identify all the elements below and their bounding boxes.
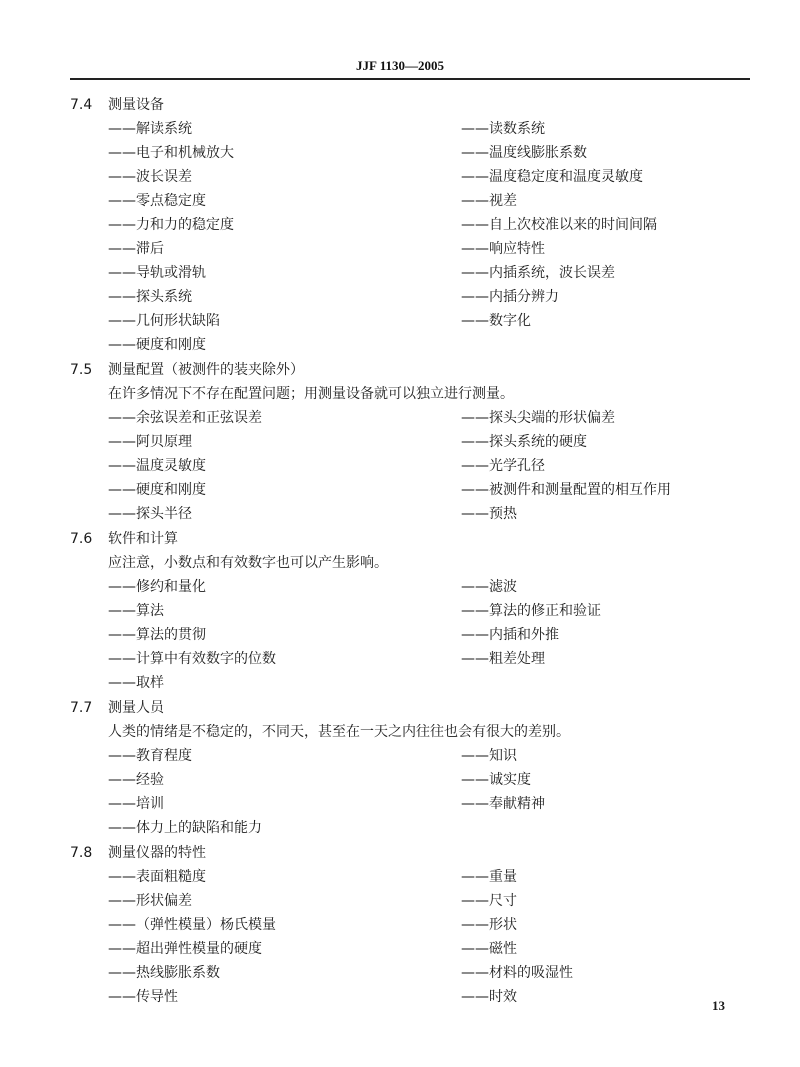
section-heading bbox=[70, 358, 760, 382]
list-item: ——导轨或滑轨 bbox=[108, 265, 206, 281]
list-item: ——响应特性 bbox=[461, 241, 545, 257]
list-item: ——形状偏差 bbox=[108, 893, 192, 909]
list-item: ——硬度和刚度 bbox=[108, 337, 206, 353]
list-item: ——表面粗糙度 bbox=[108, 869, 206, 885]
list-item: ——温度灵敏度 bbox=[108, 458, 206, 474]
section-intro: 在许多情况下不存在配置问题；用测量设备就可以独立进行测量。 bbox=[108, 386, 514, 402]
list-item: ——探头半径 bbox=[108, 506, 192, 522]
list-item: ——数字化 bbox=[461, 313, 531, 329]
section-title: 测量配置（被测件的装夹除外） bbox=[108, 362, 304, 378]
list-item: ——算法的修正和验证 bbox=[461, 603, 601, 619]
section-number: 7.5 bbox=[70, 362, 93, 378]
list-item: ——硬度和刚度 bbox=[108, 482, 206, 498]
list-item: ——体力上的缺陷和能力 bbox=[108, 820, 262, 836]
list-item: ——粗差处理 bbox=[461, 651, 545, 667]
list-item: ——重量 bbox=[461, 869, 517, 885]
page-number: 13 bbox=[712, 998, 725, 1013]
list-item: ——预热 bbox=[461, 506, 517, 522]
list-item: ——算法 bbox=[108, 603, 164, 619]
list-item: ——热线膨胀系数 bbox=[108, 965, 220, 981]
list-item: ——探头系统 bbox=[108, 289, 192, 305]
list-item: ——读数系统 bbox=[461, 121, 545, 137]
list-item: ——磁性 bbox=[461, 941, 517, 957]
running-header: JJF 1130—2005 bbox=[356, 58, 444, 73]
section-title: 测量设备 bbox=[108, 97, 164, 113]
list-item: ——取样 bbox=[108, 675, 164, 691]
list-item: ——时效 bbox=[461, 989, 517, 1005]
list-item: ——传导性 bbox=[108, 989, 178, 1005]
list-item: ——算法的贯彻 bbox=[108, 627, 206, 643]
list-item: ——内插和外推 bbox=[461, 627, 559, 643]
item-list bbox=[70, 865, 760, 1009]
list-item: ——内插分辨力 bbox=[461, 289, 559, 305]
list-item: ——解读系统 bbox=[108, 121, 192, 137]
list-item: ——余弦误差和正弦误差 bbox=[108, 410, 262, 426]
section-title: 软件和计算 bbox=[108, 531, 178, 547]
list-item bbox=[461, 333, 781, 357]
list-item: ——修约和量化 bbox=[108, 579, 206, 595]
section-intro: 应注意，小数点和有效数字也可以产生影响。 bbox=[108, 555, 388, 571]
list-item: ——奉献精神 bbox=[461, 796, 545, 812]
list-item: ——超出弹性模量的硬度 bbox=[108, 941, 262, 957]
list-item bbox=[461, 816, 781, 840]
list-item: ——（弹性模量）杨氏模量 bbox=[108, 917, 276, 933]
item-list bbox=[70, 117, 760, 357]
list-item: ——力和力的稳定度 bbox=[108, 217, 234, 233]
list-item: ——滞后 bbox=[108, 241, 164, 257]
list-item: ——探头尖端的形状偏差 bbox=[461, 410, 615, 426]
item-list bbox=[70, 406, 760, 526]
list-item bbox=[461, 671, 781, 695]
header-rule bbox=[70, 78, 750, 80]
list-item: ——知识 bbox=[461, 748, 517, 764]
section-number: 7.7 bbox=[70, 700, 93, 716]
list-item: ——计算中有效数字的位数 bbox=[108, 651, 276, 667]
list-item: ——尺寸 bbox=[461, 893, 517, 909]
list-item: ——形状 bbox=[461, 917, 517, 933]
section-number: 7.8 bbox=[70, 845, 93, 861]
list-item: ——零点稳定度 bbox=[108, 193, 206, 209]
list-item: ——教育程度 bbox=[108, 748, 192, 764]
section-title: 测量仪器的特性 bbox=[108, 845, 206, 861]
section-heading bbox=[70, 696, 760, 720]
list-item: ——被测件和测量配置的相互作用 bbox=[461, 482, 671, 498]
list-item: ——阿贝原理 bbox=[108, 434, 192, 450]
section-heading bbox=[70, 527, 760, 551]
list-item: ——经验 bbox=[108, 772, 164, 788]
section-number: 7.6 bbox=[70, 531, 93, 547]
list-item: ——温度稳定度和温度灵敏度 bbox=[461, 169, 643, 185]
page-body bbox=[70, 92, 760, 1009]
list-item: ——光学孔径 bbox=[461, 458, 545, 474]
item-list bbox=[70, 575, 760, 695]
list-item: ——自上次校准以来的时间间隔 bbox=[461, 217, 657, 233]
list-item: ——波长误差 bbox=[108, 169, 192, 185]
list-item: ——探头系统的硬度 bbox=[461, 434, 587, 450]
section-heading bbox=[70, 841, 760, 865]
list-item: ——材料的吸湿性 bbox=[461, 965, 573, 981]
list-item: ——内插系统，波长误差 bbox=[461, 265, 615, 281]
section-heading bbox=[70, 93, 760, 117]
list-item: ——几何形状缺陷 bbox=[108, 313, 220, 329]
section-title: 测量人员 bbox=[108, 700, 164, 716]
list-item: ——电子和机械放大 bbox=[108, 145, 234, 161]
list-item: ——培训 bbox=[108, 796, 164, 812]
list-item: ——温度线膨胀系数 bbox=[461, 145, 587, 161]
section-intro: 人类的情绪是不稳定的，不同天，甚至在一天之内往往也会有很大的差别。 bbox=[108, 724, 570, 740]
list-item: ——滤波 bbox=[461, 579, 517, 595]
item-list bbox=[70, 744, 760, 840]
list-item: ——诚实度 bbox=[461, 772, 531, 788]
section-number: 7.4 bbox=[70, 97, 93, 113]
list-item: ——视差 bbox=[461, 193, 517, 209]
